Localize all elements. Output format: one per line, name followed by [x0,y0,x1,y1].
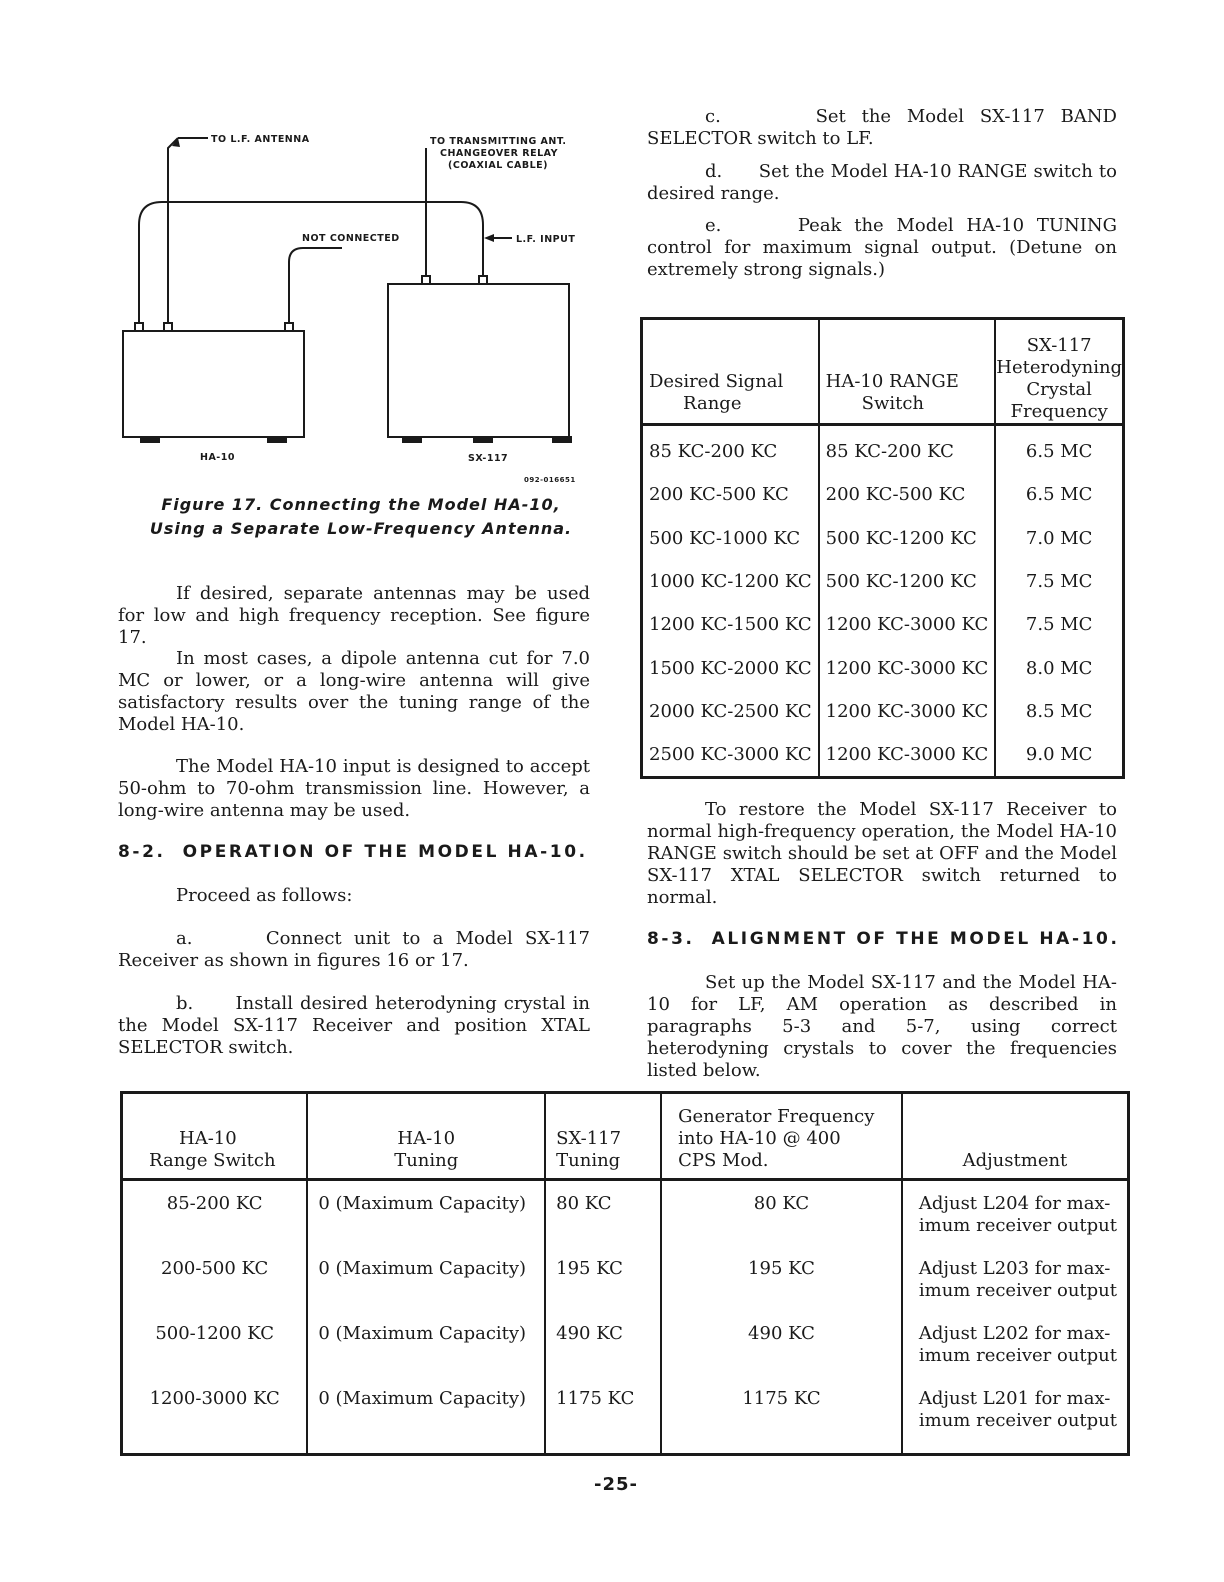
step-d-text: Set the Model HA-10 RANGE switch to desired range. [647,161,1117,204]
cell-crystal-frequency: 7.5 MC [995,603,1123,646]
adjustment-line-1: Adjust L201 for max- [918,1388,1111,1409]
header-desired-signal: Desired Signal Range [642,319,819,425]
cell-sx117-tuning: 1175 KC [545,1388,661,1455]
cell-desired-signal-range: 1000 KC-1200 KC [642,560,819,603]
cell-adjustment [902,1323,1129,1388]
cell-desired-signal-range: 2500 KC-3000 KC [642,733,819,778]
alignment-table [120,1091,1130,1456]
header-sx117-tuning: SX-117 Tuning [545,1093,661,1180]
coax-loop-wire [139,202,483,323]
cell-ha10-range-switch: 500 KC-1200 KC [819,517,996,560]
adjustment-line-2: imum receiver output [918,1410,1117,1431]
ha10-unit-box [123,331,304,437]
cell-desired-signal-range: 2000 KC-2500 KC [642,690,819,733]
cell-ha10-range-switch: 200 KC-500 KC [819,473,996,516]
label-ha10: HA-10 [200,452,235,463]
cell-desired-signal-range: 500 KC-1000 KC [642,517,819,560]
crystal-frequency-table [640,317,1125,779]
cell-desired-signal-range: 200 KC-500 KC [642,473,819,516]
label-lf-input: L.F. INPUT [516,234,576,245]
step-a-text: Connect unit to a Model SX-117 Receiver as shown in figures 16 or 17. [118,928,590,971]
step-b [118,993,590,1059]
step-c-letter: c. [705,106,721,127]
cell-ha10-range-switch: 1200 KC-3000 KC [819,646,996,689]
lf-antenna-wire [168,138,178,323]
label-sx117: SX-117 [468,453,509,464]
paragraph-alignment-setup: Set up the Model SX-117 and the Model HA-10 for LF, AM operation as described in paragraphs 5-3 and 5-7, using correct heterodyning crystals to cover the frequencies listed below. [647,972,1117,1081]
cell-desired-signal-range: 85 KC-200 KC [642,425,819,474]
section-heading-8-2: 8-2. OPERATION OF THE MODEL HA-10. [118,842,588,862]
cell-crystal-frequency: 6.5 MC [995,425,1123,474]
adjustment-line-2: imum receiver output [918,1215,1117,1236]
step-a-letter: a. [176,928,193,949]
cell-sx117-tuning: 195 KC [545,1258,661,1323]
cell-crystal-frequency: 7.0 MC [995,517,1123,560]
alignment-table-row [122,1388,1129,1455]
step-e-text: Peak the Model HA-10 TUNING control for maximum signal output. (Detune on extremely strong signals.) [647,215,1117,280]
cell-desired-signal-range: 1200 KC-1500 KC [642,603,819,646]
step-e [647,215,1117,281]
cell-sx117-tuning: 80 KC [545,1180,661,1259]
alignment-table-row [122,1180,1129,1259]
caption-line-1: Figure 17. Connecting the Model HA-10, [161,495,561,514]
cell-generator-frequency: 490 KC [661,1323,902,1388]
header-range-switch: HA-10 RANGE Switch [819,319,996,425]
step-d-letter: d. [705,161,723,182]
step-c [647,106,1117,150]
cell-ha10-range-switch: 1200 KC-3000 KC [819,603,996,646]
paragraph-dipole-antenna: In most cases, a dipole antenna cut for 7.0 MC or lower, or a long-wire antenna will give satisfactory results over the tuning range of the Model HA-10. [118,648,590,735]
label-not-connected: NOT CONNECTED [302,233,400,244]
label-transmitting-1: TO TRANSMITTING ANT. [430,136,567,147]
paragraph-input-impedance: The Model HA-10 input is designed to accept 50-ohm to 70-ohm transmission line. However, a long-wire antenna may be used. [118,756,590,821]
label-transmitting-3: (COAXIAL CABLE) [448,160,549,171]
cell-ha10-tuning: 0 (Maximum Capacity) [307,1180,545,1259]
cell-ha10-range-switch: 500 KC-1200 KC [819,560,996,603]
cell-ha10-range-switch: 1200 KC-3000 KC [819,733,996,778]
adjustment-line-1: Adjust L203 for max- [918,1258,1111,1279]
cell-generator-frequency: 195 KC [661,1258,902,1323]
adjustment-line-1: Adjust L204 for max- [918,1193,1111,1214]
alignment-table-row [122,1258,1129,1323]
step-c-text: Set the Model SX-117 BAND SELECTOR switch to LF. [647,106,1117,149]
header-range: HA-10 Range Switch [122,1093,308,1180]
crystal-table-row [642,560,1124,603]
paragraph-proceed: Proceed as follows: [176,885,353,906]
cell-ha10-range-switch: 85 KC-200 KC [819,425,996,474]
figure-17-diagram [110,125,600,495]
alignment-table-header-row [122,1093,1129,1180]
adjustment-line-2: imum receiver output [918,1345,1117,1366]
page-number: -25- [594,1474,638,1495]
crystal-table-row [642,733,1124,778]
cell-sx117-tuning: 490 KC [545,1323,661,1388]
step-a [118,928,590,972]
header-generator: Generator Frequency into HA-10 @ 400 CPS Mod. [661,1093,902,1180]
crystal-table-row [642,690,1124,733]
crystal-table-row [642,517,1124,560]
cell-desired-signal-range: 1500 KC-2000 KC [642,646,819,689]
caption-line-2: Using a Separate Low-Frequency Antenna. [149,519,573,538]
step-d [647,161,1117,205]
step-b-text: Install desired heterodyning crystal in the Model SX-117 Receiver and position XTAL SELECTOR switch. [118,993,590,1058]
cell-crystal-frequency: 8.5 MC [995,690,1123,733]
cell-range-switch: 85-200 KC [122,1180,308,1259]
cell-range-switch: 1200-3000 KC [122,1388,308,1455]
cell-ha10-tuning: 0 (Maximum Capacity) [307,1323,545,1388]
paragraph-restore: To restore the Model SX-117 Receiver to normal high-frequency operation, the Model HA-10 RANGE switch should be set at OFF and the Model SX-117 XTAL SELECTOR switch returned to normal. [647,799,1117,908]
paragraph-separate-antennas: If desired, separate antennas may be used for low and high frequency reception. See figure 17. [118,583,590,648]
cell-ha10-range-switch: 1200 KC-3000 KC [819,690,996,733]
sx117-unit-box [388,284,569,437]
cell-adjustment [902,1388,1129,1455]
header-crystal-frequency: SX-117 Heterodyning Crystal Frequency [995,319,1123,425]
label-transmitting-2: CHANGEOVER RELAY [440,148,558,159]
figure-caption [118,493,604,541]
crystal-table-row [642,473,1124,516]
crystal-table-row [642,646,1124,689]
cell-crystal-frequency: 7.5 MC [995,560,1123,603]
cell-ha10-tuning: 0 (Maximum Capacity) [307,1388,545,1455]
step-e-letter: e. [705,215,722,236]
step-b-letter: b. [176,993,194,1014]
alignment-table-row [122,1323,1129,1388]
not-connected-wire [289,248,342,323]
header-adjustment: Adjustment [902,1093,1129,1180]
cell-crystal-frequency: 8.0 MC [995,646,1123,689]
drawing-number: 092-016651 [524,476,576,484]
cell-ha10-tuning: 0 (Maximum Capacity) [307,1258,545,1323]
cell-generator-frequency: 80 KC [661,1180,902,1259]
section-heading-8-3: 8-3. ALIGNMENT OF THE MODEL HA-10. [647,929,1120,949]
cell-range-switch: 500-1200 KC [122,1323,308,1388]
cell-adjustment [902,1258,1129,1323]
cell-range-switch: 200-500 KC [122,1258,308,1323]
crystal-table-row [642,603,1124,646]
adjustment-line-2: imum receiver output [918,1280,1117,1301]
adjustment-line-1: Adjust L202 for max- [918,1323,1111,1344]
cell-crystal-frequency: 9.0 MC [995,733,1123,778]
crystal-table-row [642,425,1124,474]
cell-adjustment [902,1180,1129,1259]
cell-crystal-frequency: 6.5 MC [995,473,1123,516]
header-tuning: HA-10 Tuning [307,1093,545,1180]
label-lf-antenna: TO L.F. ANTENNA [211,134,310,145]
cell-generator-frequency: 1175 KC [661,1388,902,1455]
crystal-table-header-row [642,319,1124,425]
